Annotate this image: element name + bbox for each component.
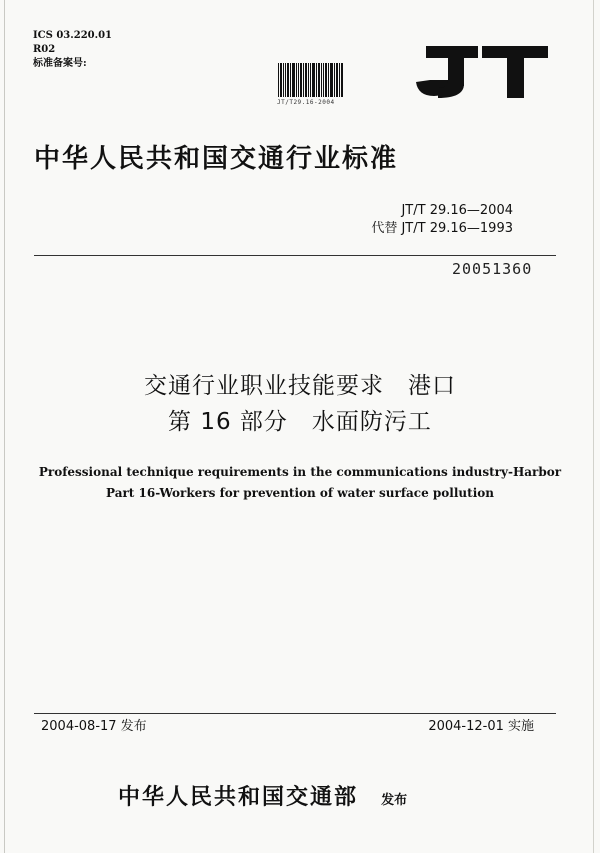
standard-code: JT/T 29.16—2004 — [401, 203, 513, 218]
footer-divider — [34, 713, 556, 714]
publish-date: 2004-08-17 发布 — [41, 719, 147, 734]
chinese-title-line-1: 交通行业职业技能要求 港口 — [144, 373, 456, 399]
header-divider — [34, 255, 556, 256]
barcode-icon — [278, 63, 344, 97]
issuer-line — [118, 780, 407, 811]
category-code: R02 — [33, 44, 56, 55]
page-title: 中华人民共和国交通行业标准 — [34, 144, 399, 174]
effective-date: 2004-12-01 实施 — [428, 719, 534, 734]
record-number-label: 标准备案号: — [33, 58, 87, 69]
classification-block — [33, 29, 112, 71]
issuing-organization: 中华人民共和国交通部 — [118, 785, 359, 810]
english-title-line-2: Part 16-Workers for prevention of water surface pollution — [106, 486, 494, 500]
jt-logo — [404, 44, 552, 100]
issue-verb: 发布 — [381, 793, 408, 808]
chinese-title-line-2: 第 16 部分 水面防污工 — [168, 409, 432, 435]
english-title-line-1: Professional technique requirements in the communications industry-Harbor — [38, 465, 562, 479]
replaced-standard: 代替 JT/T 29.16—1993 — [371, 221, 513, 236]
standard-code-block — [371, 202, 513, 238]
stamp-number: 20051360 — [452, 260, 533, 278]
ics-code: ICS 03.220.01 — [33, 30, 113, 41]
barcode-number: JT/T29.16-2004 — [277, 99, 335, 106]
